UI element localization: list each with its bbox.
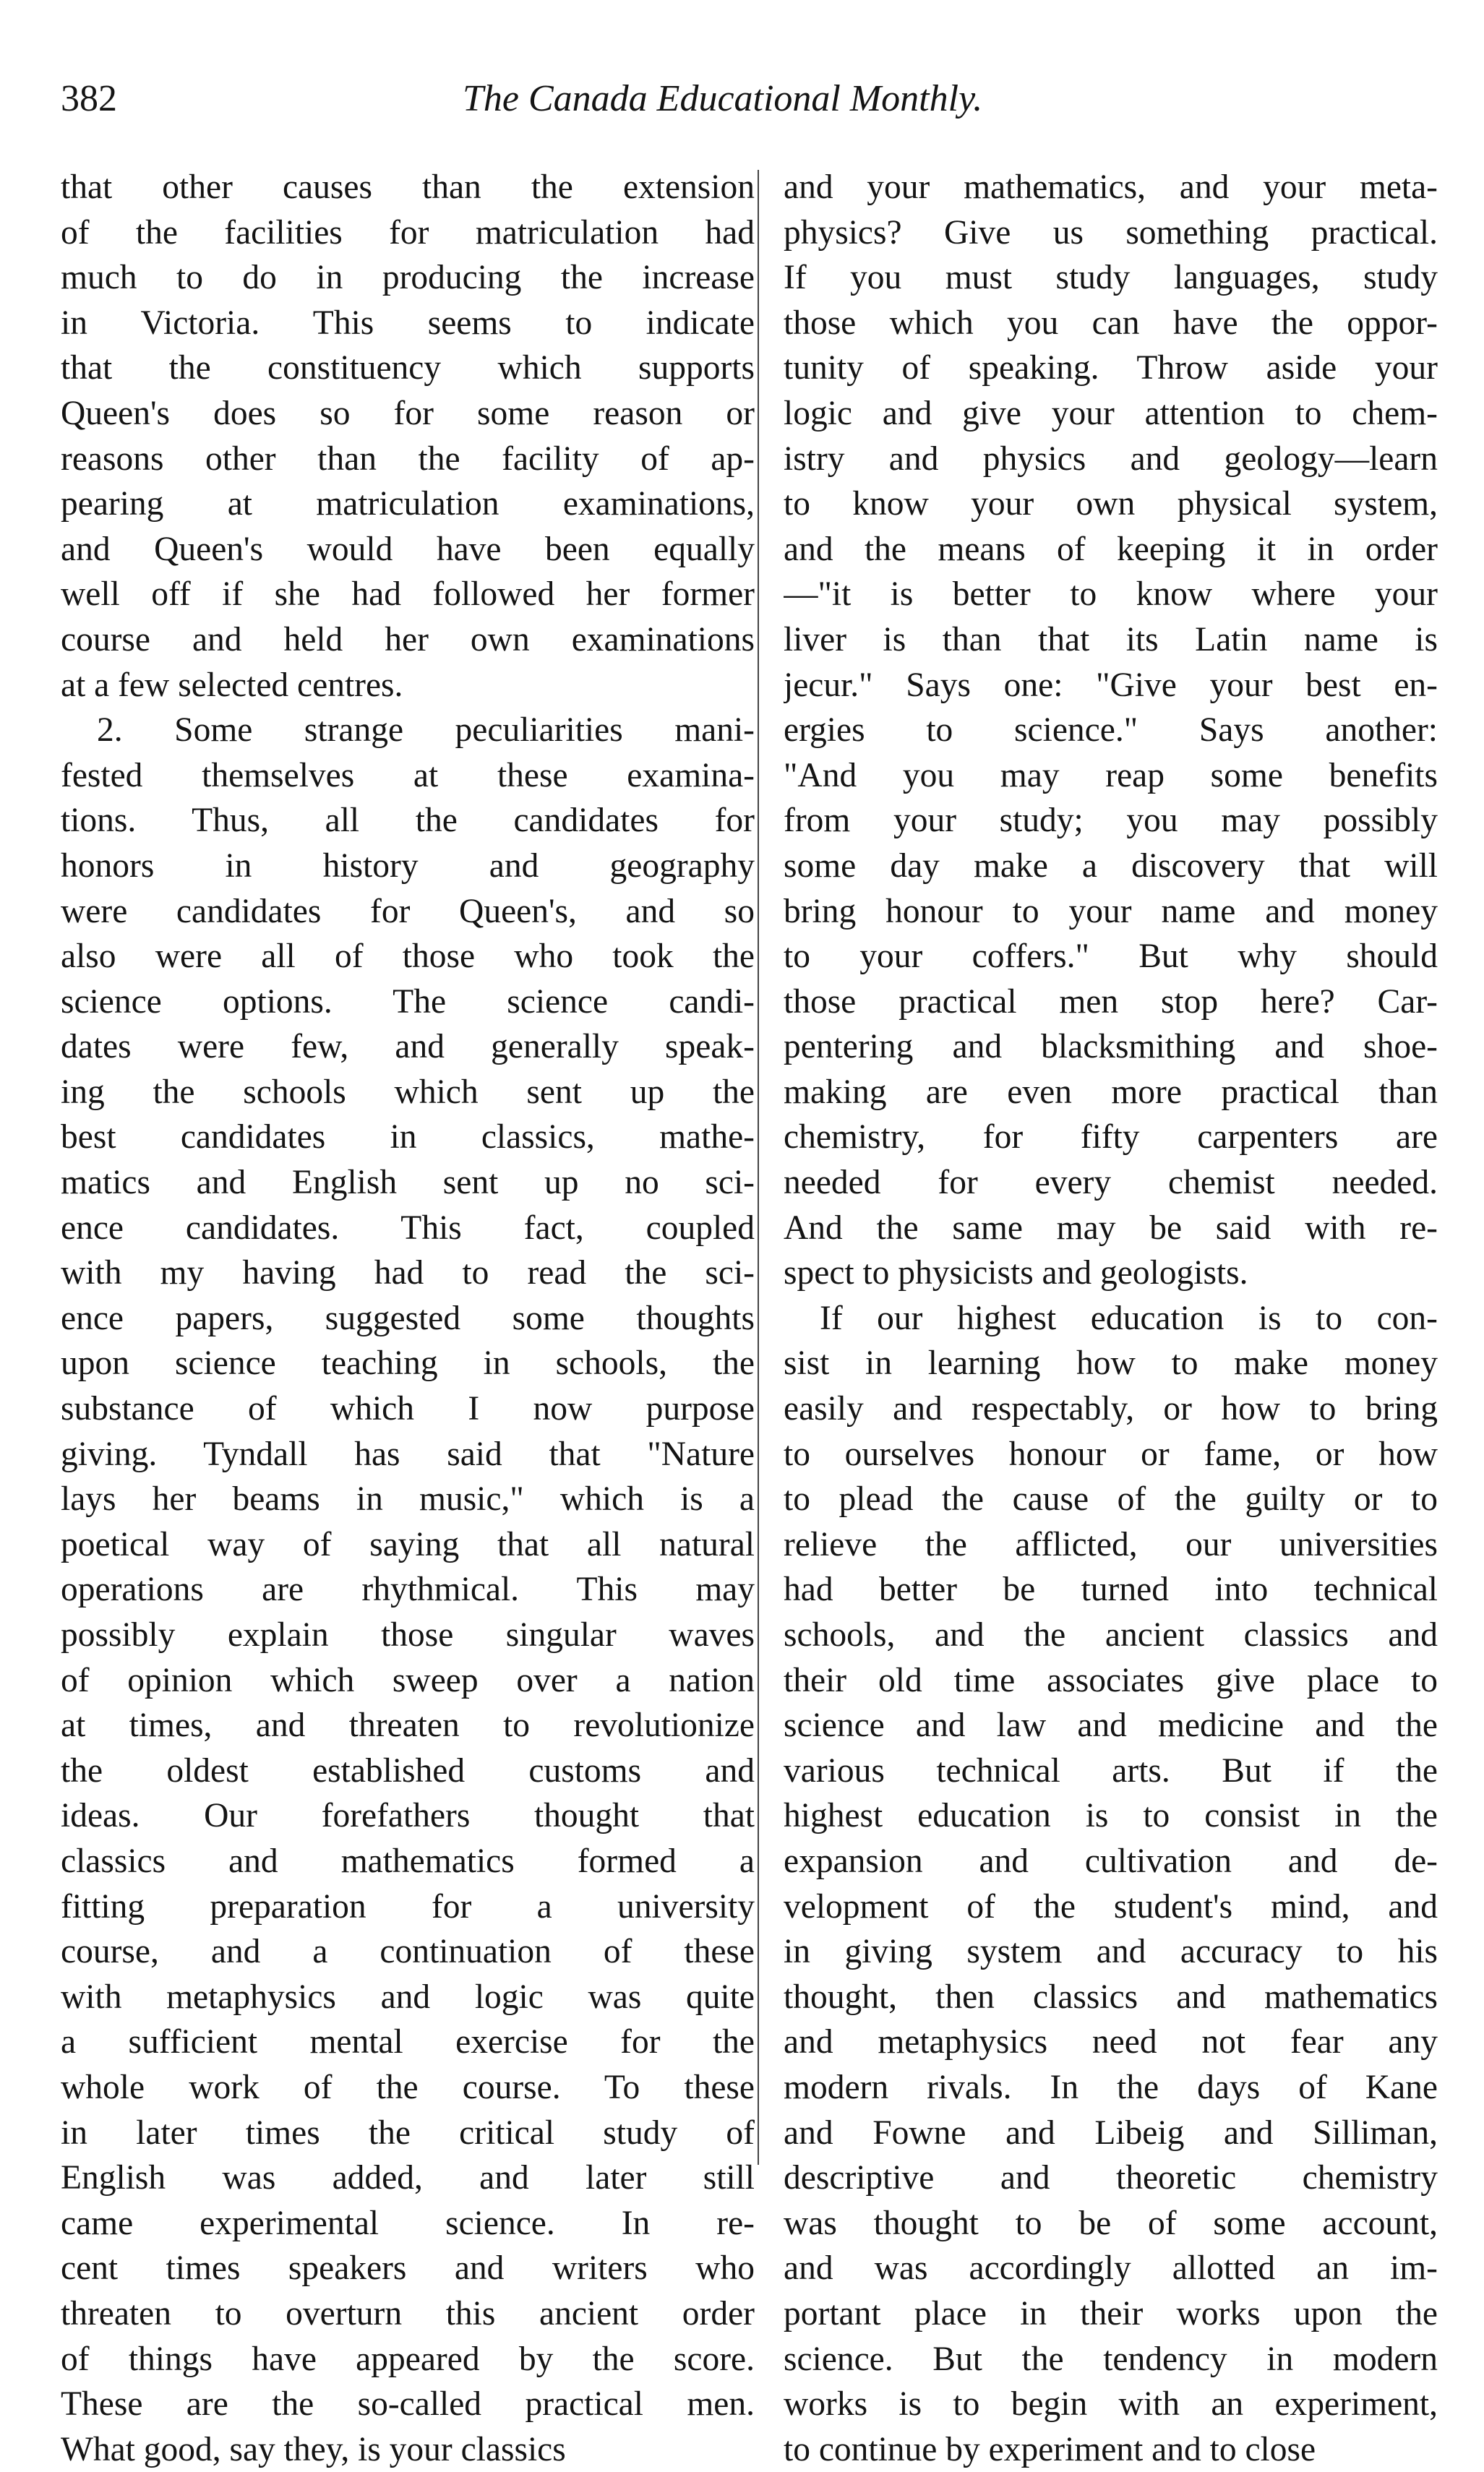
text-line: course, and a continuation of these	[61, 1933, 755, 1971]
text-line: at a few selected centres.	[61, 666, 403, 704]
text-line: ing the schools which sent up the	[61, 1073, 755, 1111]
text-line: whole work of the course. To these	[61, 2068, 755, 2106]
text-line: those practical men stop here? Car-	[784, 982, 1438, 1021]
text-line: expansion and cultivation and de-	[784, 1842, 1438, 1880]
text-line: at times, and threaten to revolutionize	[61, 1707, 755, 1745]
text-line: substance of which I now purpose	[61, 1390, 755, 1428]
text-line: and was accordingly allotted an im-	[784, 2249, 1438, 2288]
text-line: came experimental science. In re-	[61, 2204, 755, 2242]
text-line: What good, say they, is your classics	[61, 2430, 566, 2468]
text-line: thought, then classics and mathematics	[784, 1978, 1438, 2016]
text-line: to plead the cause of the guilty or to	[784, 1480, 1438, 1519]
text-line: had better be turned into technical	[784, 1571, 1438, 1609]
text-line: those which you can have the oppor-	[784, 304, 1438, 342]
text-line: If our highest education is to con-	[820, 1299, 1438, 1337]
text-line: English was added, and later still	[61, 2159, 755, 2197]
text-line: and metaphysics need not fear any	[784, 2023, 1438, 2061]
text-line: to continue by experiment and to close	[784, 2430, 1316, 2468]
text-line: and Queen's would have been equally	[61, 530, 755, 568]
text-line: a sufficient mental exercise for the	[61, 2023, 755, 2061]
left-column	[61, 165, 755, 2472]
text-line: that other causes than the extension	[61, 168, 755, 206]
text-line: liver is than that its Latin name is	[784, 620, 1438, 658]
text-line: to your coffers." But why should	[784, 937, 1438, 976]
text-line: some day make a discovery that will	[784, 846, 1438, 885]
text-line: —"it is better to know where your	[784, 575, 1438, 614]
text-line: best candidates in classics, mathe-	[61, 1118, 755, 1156]
text-line: making are even more practical than	[784, 1073, 1438, 1111]
text-line: to ourselves honour or fame, or how	[784, 1435, 1438, 1473]
text-line: dates were few, and generally speak-	[61, 1028, 755, 1066]
text-line: If you must study languages, study	[784, 259, 1438, 297]
text-line: tions. Thus, all the candidates for	[61, 802, 755, 840]
text-line: science. But the tendency in modern	[784, 2340, 1438, 2378]
text-line: easily and respectably, or how to bring	[784, 1390, 1438, 1428]
page-number: 382	[61, 78, 117, 119]
text-line: ence papers, suggested some thoughts	[61, 1299, 755, 1337]
text-line: physics? Give us something practical.	[784, 213, 1438, 252]
text-line: schools, and the ancient classics and	[784, 1616, 1438, 1654]
text-line: pearing at matriculation examinations,	[61, 485, 755, 523]
text-line: sist in learning how to make money	[784, 1344, 1438, 1383]
text-line: in giving system and accuracy to his	[784, 1933, 1438, 1971]
text-line: of the facilities for matriculation had	[61, 213, 755, 252]
text-line: And the same may be said with re-	[784, 1209, 1438, 1247]
text-line: with metaphysics and logic was quite	[61, 1978, 755, 2016]
text-line: operations are rhythmical. This may	[61, 1571, 755, 1609]
text-line: These are the so-called practical men.	[61, 2385, 755, 2424]
text-line: course and held her own examinations	[61, 620, 755, 658]
text-line: tunity of speaking. Throw aside your	[784, 349, 1438, 387]
text-line: that the constituency which supports	[61, 349, 755, 387]
text-line: from your study; you may possibly	[784, 802, 1438, 840]
text-line: of opinion which sweep over a nation	[61, 1661, 755, 1699]
text-line: well off if she had followed her former	[61, 575, 755, 614]
text-line: lays her beams in music," which is a	[61, 1480, 755, 1519]
text-line: upon science teaching in schools, the	[61, 1344, 755, 1383]
text-line: to know your own physical system,	[784, 485, 1438, 523]
column-divider	[758, 170, 759, 2165]
text-line: possibly explain those singular waves	[61, 1616, 755, 1654]
text-line: with my having had to read the sci-	[61, 1254, 755, 1292]
text-line: ergies to science." Says another:	[784, 711, 1438, 750]
text-line: "And you may reap some benefits	[784, 756, 1438, 794]
text-line: were candidates for Queen's, and so	[61, 892, 755, 930]
text-line: honors in history and geography	[61, 846, 755, 885]
text-line: was thought to be of some account,	[784, 2204, 1438, 2242]
text-line: descriptive and theoretic chemistry	[784, 2159, 1438, 2197]
text-line: and the means of keeping it in order	[784, 530, 1438, 568]
text-line: istry and physics and geology—learn	[784, 439, 1438, 478]
text-line: classics and mathematics formed a	[61, 1842, 755, 1880]
text-line: various technical arts. But if the	[784, 1751, 1438, 1790]
text-line: matics and English sent up no sci-	[61, 1164, 755, 1202]
text-line: highest education is to consist in the	[784, 1797, 1438, 1835]
text-line: reasons other than the facility of ap-	[61, 439, 755, 478]
text-line: ence candidates. This fact, coupled	[61, 1209, 755, 1247]
text-line: portant place in their works upon the	[784, 2294, 1438, 2332]
text-line: science and law and medicine and the	[784, 1707, 1438, 1745]
text-line: and your mathematics, and your meta-	[784, 168, 1438, 206]
text-line: the oldest established customs and	[61, 1751, 755, 1790]
running-title: The Canada Educational Monthly.	[463, 78, 983, 119]
text-line: fitting preparation for a university	[61, 1887, 755, 1926]
text-line: science options. The science candi-	[61, 982, 755, 1021]
text-line: and Fowne and Libeig and Silliman,	[784, 2113, 1438, 2152]
text-line: their old time associates give place to	[784, 1661, 1438, 1699]
text-line: giving. Tyndall has said that "Nature	[61, 1435, 755, 1473]
right-column	[784, 165, 1438, 2472]
text-line: much to do in producing the increase	[61, 259, 755, 297]
text-line: needed for every chemist needed.	[784, 1164, 1438, 1202]
text-line: poetical way of saying that all natural	[61, 1525, 755, 1563]
text-line: pentering and blacksmithing and shoe-	[784, 1028, 1438, 1066]
text-line: chemistry, for fifty carpenters are	[784, 1118, 1438, 1156]
text-line: ideas. Our forefathers thought that	[61, 1797, 755, 1835]
text-line: 2. Some strange peculiarities mani-	[97, 711, 755, 750]
text-line: cent times speakers and writers who	[61, 2249, 755, 2288]
text-line: relieve the afflicted, our universities	[784, 1525, 1438, 1563]
text-line: of things have appeared by the score.	[61, 2340, 755, 2378]
text-line: fested themselves at these examina-	[61, 756, 755, 794]
text-line: spect to physicists and geologists.	[784, 1254, 1248, 1292]
text-line: also were all of those who took the	[61, 937, 755, 976]
text-line: in later times the critical study of	[61, 2113, 755, 2152]
text-line: Queen's does so for some reason or	[61, 394, 755, 432]
text-line: jecur." Says one: "Give your best en-	[784, 666, 1438, 704]
text-line: threaten to overturn this ancient order	[61, 2294, 755, 2332]
text-line: in Victoria. This seems to indicate	[61, 304, 755, 342]
text-line: velopment of the student's mind, and	[784, 1887, 1438, 1926]
text-line: bring honour to your name and money	[784, 892, 1438, 930]
text-line: logic and give your attention to chem-	[784, 394, 1438, 432]
text-line: works is to begin with an experiment,	[784, 2385, 1438, 2424]
page-header	[0, 66, 1484, 132]
text-line: modern rivals. In the days of Kane	[784, 2068, 1438, 2106]
